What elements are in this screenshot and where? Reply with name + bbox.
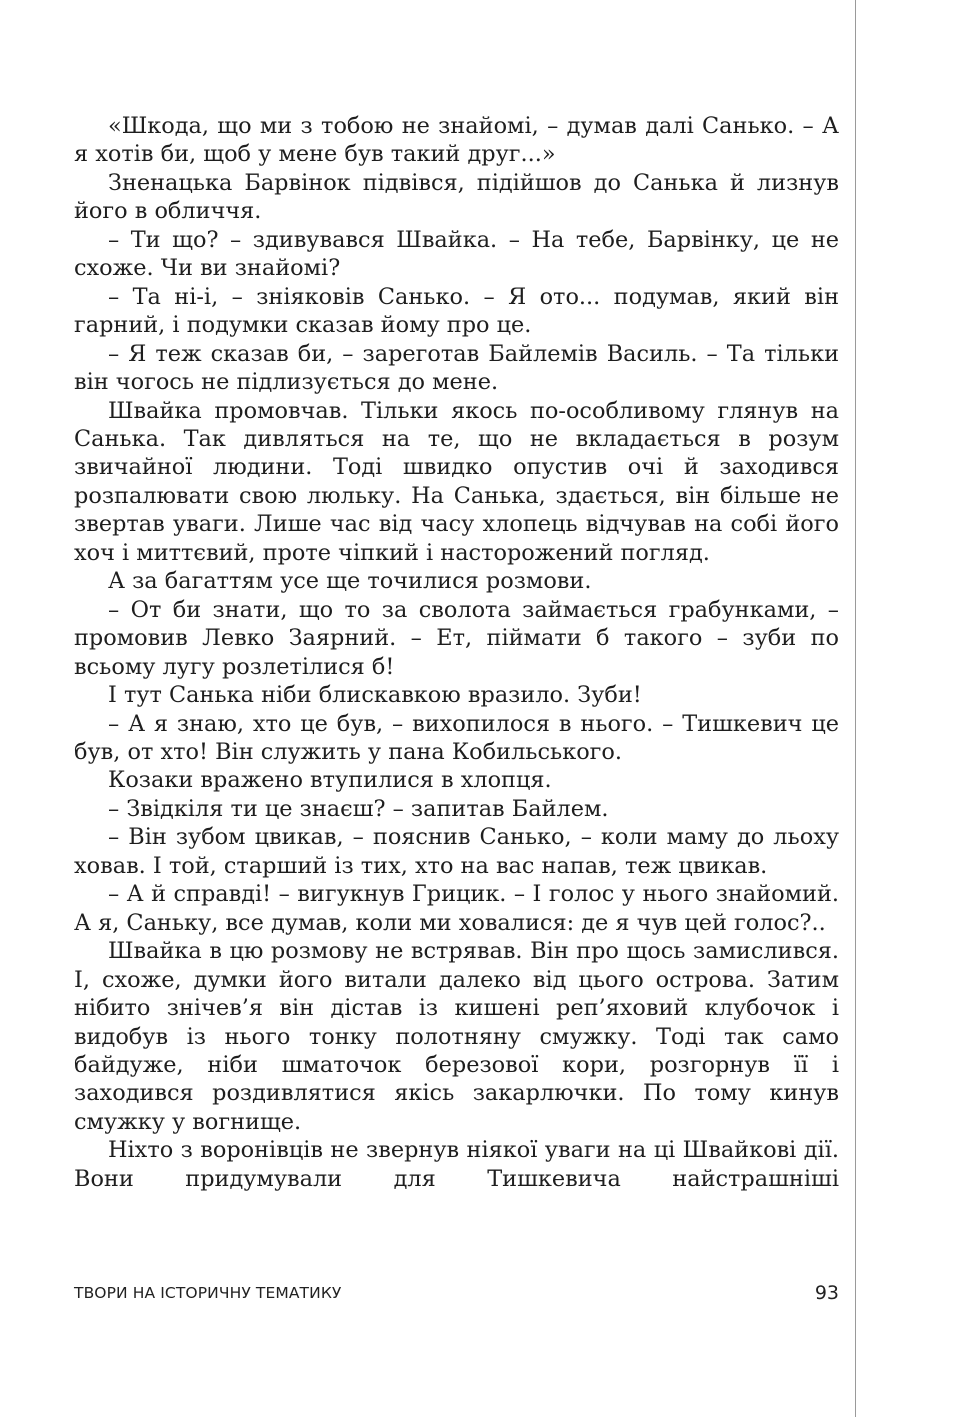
body-text bbox=[74, 112, 839, 1193]
paragraph: – Я теж сказав би, – зареготав Байлемів Василь. – Та тільки він чогось не підлизується до мене. bbox=[74, 340, 839, 396]
paragraph: – От би знати, що то за сволота займається грабунками, – промовив Левко Заярний. – Ет, піймати б такого – зуби по всьому лугу розлетілися б! bbox=[74, 596, 839, 680]
paragraph: – Ти що? – здивувався Швайка. – На тебе, Барвінку, це не схоже. Чи ви знайомі? bbox=[74, 226, 839, 282]
paragraph: «Шкода, що ми з тобою не знайомі, – думав далі Санько. – А я хотів би, щоб у мене був такий друг...» bbox=[74, 113, 839, 168]
paragraph: – Він зубом цвикав, – пояснив Санько, – коли маму до льоху ховав. І той, старший із тих, хто на вас напав, теж цвикав. bbox=[74, 824, 839, 879]
paragraph: – Звідкіля ти це знаєш? – запитав Байлем. bbox=[108, 795, 609, 822]
paragraph: – А я знаю, хто це був, – вихопилося в нього. – Тишкевич це був, от хто! Він служить у пана Кобильського. bbox=[74, 710, 839, 765]
paragraph: – Та ні-і, – зніяковів Санько. – Я ото... подумав, який він гарний, і подумки сказав йому про це. bbox=[74, 283, 839, 339]
running-footer-title: ТВОРИ НА ІСТОРИЧНУ ТЕМАТИКУ bbox=[74, 1284, 342, 1302]
paragraph: Швайка промовчав. Тільки якось по-особливому глянув на Санька. Так дивляться на те, що не вкладається в розум звичайної людини. Тоді швидко опустив очі й заходився розпалювати свою люльку. На Санька, здається, він більше не звертав уваги. Лише час від часу хлопець відчував на собі його хоч і миттєвий, проте чіпкий і насторожений погляд. bbox=[74, 397, 839, 566]
paragraph: Ніхто з воронівців не звернув ніякої уваги на ці Швайкові дії. Вони придумували для Тишкевича найстрашніші bbox=[74, 1137, 839, 1192]
paragraph: – А й справді! – вигукнув Грицик. – І голос у нього знайомий. А я, Саньку, все думав, коли ми ховалися: де я чув цей голос?.. bbox=[74, 881, 839, 936]
paragraph: Зненацька Барвінок підвівся, підійшов до Санька й лизнув його в обличчя. bbox=[74, 169, 839, 225]
page-edge-line bbox=[855, 0, 856, 1417]
paragraph: Козаки вражено втупилися в хлопця. bbox=[108, 767, 552, 794]
paragraph: Швайка в цю розмову не встрявав. Він про щось замислився. І, схоже, думки його витали далеко від цього острова. Затим нібито знічев’я він дістав із кишені реп’яховий клубочок і видобув із нього тонку полотняну смужку. Тоді так само байдуже, ніби шматочок березової кори, розгорнув її і заходився роздивлятися якісь закарлючки. По тому кинув смужку у вогнище. bbox=[74, 938, 839, 1135]
paragraph: А за багаттям усе ще точилися розмови. bbox=[108, 568, 592, 595]
page-number: 93 bbox=[814, 1282, 839, 1304]
paragraph: І тут Санька ніби блискавкою вразило. Зуби! bbox=[108, 682, 642, 709]
